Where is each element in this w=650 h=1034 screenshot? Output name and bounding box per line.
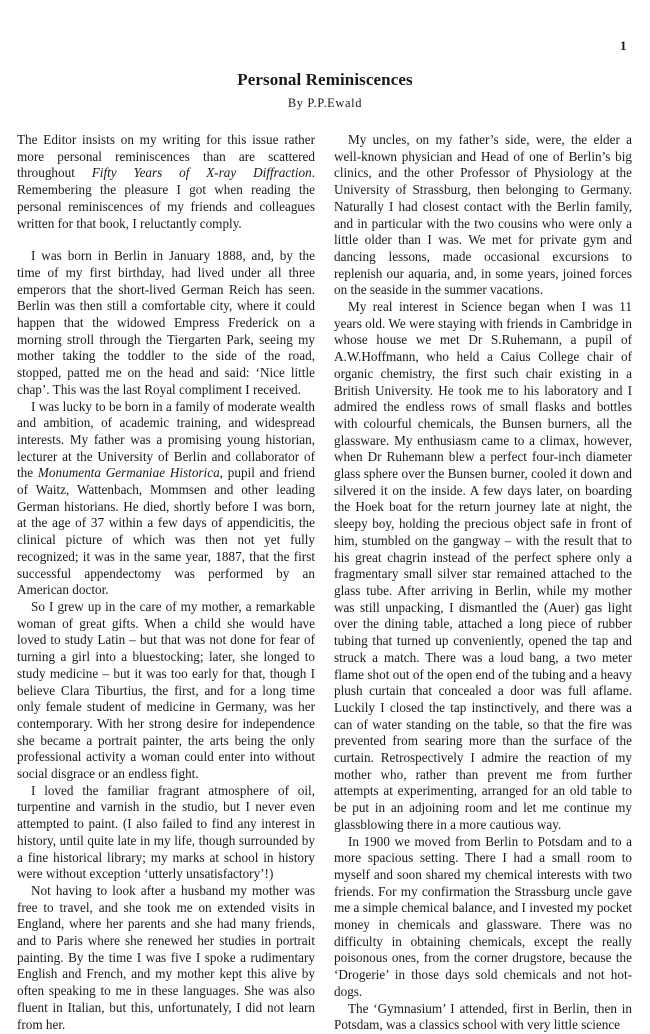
paragraph: My uncles, on my father’s side, were, the elder a well-known physician and Head of one of Berlin’s big clinics, and the other Professor of Physiology at the University of Strassburg, then belonging to Germany. Naturally I had closest contact with the Berlin family, and in particular with the two cousins who were only a little older than I was. We met for private gym and dancing lessons, made occasional excursions to replenish our aquaria, and, in some years, joined forces on the seaside in the summer vacations. [334,132,632,298]
paragraph: Not having to look after a husband my mother was free to travel, and she took me on extended visits in England, where her parents and she had many friends, and to Paris where she renewed her studies in portrait painting. By the time I was five I spoke a rudimentary English and French, and my mother kept this alive by often speaking to me in these languages. She was also fluent in Italian, but this, unfortunately, I did not learn from her. [17,882,315,1032]
left-column [17,132,315,1033]
article-byline: By P.P.Ewald [287,96,363,110]
paragraph: My real interest in Science began when I was 11 years old. We were staying with friends in Cambridge in whose house we met Dr S.Ruhemann, a pupil of A.W.Hoffmann, who held a Caius College chair of organic chemistry, the first such chair existing in a British University. He took me to his laboratory and I admired the endless rows of small flasks and bottles with colourful chemicals, the Bunsen burners, all the glassware. My enthusiasm came to a climax, however, when Dr Ruhemann blew a perfect four-inch diameter glass sphere over the Bunsen burner, cooled it down and silvered it on the inside. A few days later, on boarding the Hoek boat for the return journey late at night, the sleepy boy, holding the precious object safe in front of him, stumbled on the gangway – with the result that to his great chagrin instead of the perfect sphere only a fragmentary small silver star remained attached to the glass tube. After arriving in Berlin, while my mother was still unpacking, I dismantled the (Auer) gas light over the dining table, attached a long piece of rubber tubing that turned up conveniently, opened the tap and struck a match. There was a loud bang, a two meter flame shot out of the open end of the tubing and a heavy plush curtain that concealed a door was full aflame. Luckily I closed the tap instinctively, and there was a can of water standing on the table, so that the fire was prevented from searing more than the surface of the curtain. Retrospectively I admire the reaction of my mother who, rather than prevent me from further attempts at experimenting, arranged for an old table to be put in an adjoining room and let me continue my glassblowing there in a more cautious way. [334,299,632,832]
paragraph: I was born in Berlin in January 1888, and, by the time of my first birthday, had lived under all three emperors that the short-lived German Reich has seen. Berlin was then still a comfortable city, where it could happen that the widowed Empress Frederick on a morning stroll through the Tiergarten Park, seeing my mother taking the toddler to the side of the road, stopped, patted me on the head and said: ‘Nice little chap’. This was the last Royal compliment I received. [17,248,315,397]
page-number: 1 [620,38,627,53]
paragraph: The ‘Gymnasium’ I attended, first in Berlin, then in Potsdam, was a classics school with very little science [334,1000,632,1033]
italic-title: Monumenta Germaniae Historica [37,465,220,481]
right-column [334,132,632,1034]
paragraph: So I grew up in the care of my mother, a remarkable woman of great gifts. When a child she would have loved to study Latin – but that was not done for fear of turning a girl into a bluestocking; later, she longed to study medicine – but it was too early for that, though I believe Clara Tiburtius, the first, and for a long time only female student of medicine in Germany, was her contemporary. With her strong desire for independence she became a portrait painter, the arts being the only professional activity a woman could enter into without social disgrace or an endless fight. [17,598,315,782]
paragraph: I loved the familiar fragrant atmosphere of oil, turpentine and varnish in the studio, but I never even attempted to paint. (I also failed to find any interest in history, until quite late in my life, though surrounded by a fine historical library; my marks at school in history were without exception ‘utterly unsatisfactory’!) [17,782,315,882]
italic-title: Fifty Years of X-ray Diffraction [91,165,312,181]
paragraph: The Editor insists on my writing for this issue rather more personal reminiscences than are scattered throughout Fifty Years of X-ray Diffraction. Remembering the pleasure I got when reading the personal reminiscences of my friends and colleagues written for that book, I reluctantly comply. [17,132,315,231]
article-title: Personal Reminiscences [237,70,413,89]
paragraph: In 1900 we moved from Berlin to Potsdam and to a more spacious setting. There I had a small room to myself and soon shared my chemical interests with two friends. For my confirmation the Strassburg uncle gave me a simple chemical balance, and I invested my pocket money in chemicals and glassware. There was no difficulty in obtaining chemicals, except the really poisonous ones, from the corner drugstore, because the ‘Drogerie’ in those days sold chemicals and not hot-dogs. [334,833,632,999]
paragraph: I was lucky to be born in a family of moderate wealth and ambition, of academic training, and widespread interests. My father was a promising young historian, lecturer at the University of Berlin and collaborator of the Monumenta Germaniae Historica, pupil and friend of Waitz, Wattenbach, Mommsen and other leading German historians. He died, shortly before I was born, at the age of 37 within a few days of appendicitis, the clinical picture of which was then not yet fully recognized; it was in the same year, 1887, that the first successful appendectomy was performed by an American doctor. [17,398,315,598]
